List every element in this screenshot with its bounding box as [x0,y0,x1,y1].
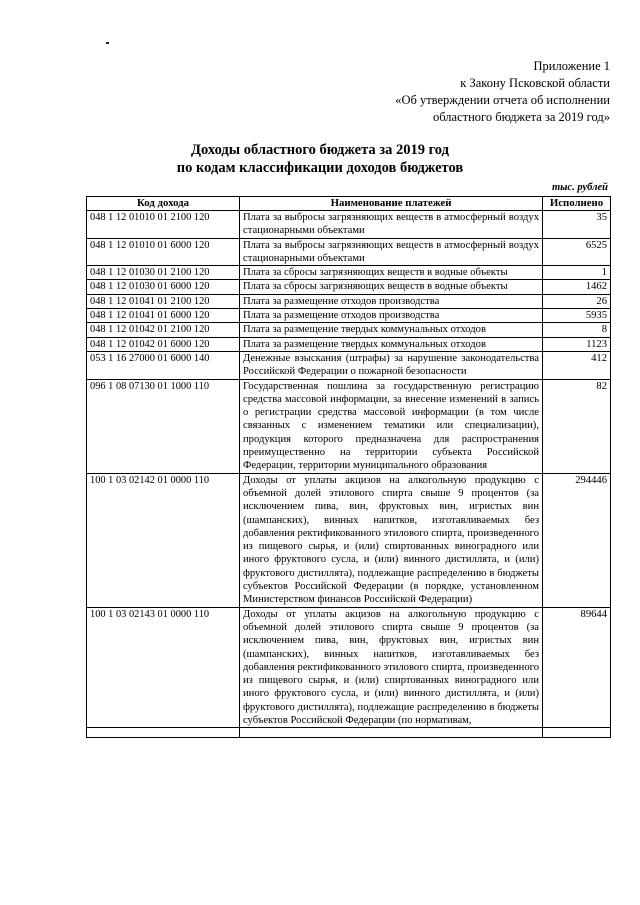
row-name: Плата за выбросы загрязняющих веществ в атмосферный воздух стационарными объектами [240,238,543,266]
row-code: 048 1 12 01030 01 6000 120 [87,280,240,294]
header-name: Наименование платежей [240,197,543,211]
table-row [87,294,611,308]
table-row [87,323,611,337]
row-value: 35 [543,211,611,239]
row-value: 412 [543,351,611,379]
appendix-header [310,58,610,126]
table-row [87,280,611,294]
table-row [87,309,611,323]
header-code: Код дохода [87,197,240,211]
document-title [0,141,640,177]
row-name: Плата за размещение отходов производства [240,309,543,323]
table-row [87,473,611,607]
row-value: 1462 [543,280,611,294]
table-row [87,337,611,351]
row-value: 6525 [543,238,611,266]
table-row [87,238,611,266]
table-row [87,351,611,379]
table-row [87,379,611,473]
row-value: 1123 [543,337,611,351]
table-row [87,607,611,728]
row-code: 048 1 12 01010 01 2100 120 [87,211,240,239]
row-value: 26 [543,294,611,308]
row-code: 048 1 12 01042 01 6000 120 [87,337,240,351]
appendix-line-2: к Закону Псковской области [460,76,610,90]
row-value: 8 [543,323,611,337]
row-name: Плата за размещение твердых коммунальных отходов [240,323,543,337]
appendix-line-1: Приложение 1 [533,59,610,73]
table-row-cut [87,728,611,738]
row-name: Государственная пошлина за государственную регистрацию средства массовой информации, за внесение изменений в запись о регистрации средства массовой информации (в том числе связанных с изменением тематики или специализации), продукция которого предназначена для распространения преимущественно на территории субъекта Российской Федерации, территории муниципального образования [240,379,543,473]
row-name: Плата за сбросы загрязняющих веществ в водные объекты [240,266,543,280]
row-name: Плата за размещение твердых коммунальных отходов [240,337,543,351]
table-row [87,266,611,280]
row-code: 100 1 03 02143 01 0000 110 [87,607,240,728]
row-code: 053 1 16 27000 01 6000 140 [87,351,240,379]
header-value: Исполнено [543,197,611,211]
row-name: Доходы от уплаты акцизов на алкогольную продукцию с объемной долей этилового спирта свыше 9 процентов (за исключением пива, вин, фруктовых вин, игристых вин (шампанских), винных напитков, изготавливаемых без добавления ректификованного этилового спирта, произведенного из пищевого сырья, и (или) спиртованных виноградного или иного фруктового сусла, и (или) винного дистиллята, и (или) фруктового дистиллята), подлежащие распределению в бюджеты субъектов Российской Федерации (по нормативам, [240,607,543,728]
row-name: Денежные взыскания (штрафы) за нарушение законодательства Российской Федерации о пожарной безопасности [240,351,543,379]
row-value: 294446 [543,473,611,607]
row-name: Доходы от уплаты акцизов на алкогольную продукцию с объемной долей этилового спирта свыше 9 процентов (за исключением пива, вин, фруктовых вин, игристых вин (шампанских), винных напитков, изготавливаемых без добавления ректификованного этилового спирта, произведенного из пищевого сырья, и (или) спиртованных виноградного или иного фруктового сусла, и (или) винного дистиллята, и (или) фруктового дистиллята), подлежащие распределению в бюджеты субъектов Российской Федерации (в порядке, установленном Министерством финансов Российской Федерации) [240,473,543,607]
row-cut-name [240,728,543,738]
row-code: 100 1 03 02142 01 0000 110 [87,473,240,607]
title-line-1: Доходы областного бюджета за 2019 год [191,142,449,158]
row-code: 048 1 12 01042 01 2100 120 [87,323,240,337]
row-cut-value [543,728,611,738]
row-cut-code [87,728,240,738]
row-code: 048 1 12 01041 01 2100 120 [87,294,240,308]
income-table [86,196,611,738]
row-name: Плата за размещение отходов производства [240,294,543,308]
appendix-line-4: областного бюджета за 2019 год» [432,110,610,124]
row-name: Плата за выбросы загрязняющих веществ в атмосферный воздух стационарными объектами [240,211,543,239]
unit-label: тыс. рублей [551,182,608,193]
row-code: 048 1 12 01010 01 6000 120 [87,238,240,266]
row-code: 048 1 12 01030 01 2100 120 [87,266,240,280]
row-name: Плата за сбросы загрязняющих веществ в водные объекты [240,280,543,294]
scan-speck [106,42,109,44]
row-code: 096 1 08 07130 01 1000 110 [87,379,240,473]
row-value: 89644 [543,607,611,728]
table-row [87,211,611,239]
appendix-line-3: «Об утверждении отчета об исполнении [395,93,610,107]
row-value: 82 [543,379,611,473]
title-line-2: по кодам классификации доходов бюджетов [176,160,464,176]
table-header-row [87,197,611,211]
row-value: 1 [543,266,611,280]
row-code: 048 1 12 01041 01 6000 120 [87,309,240,323]
row-value: 5935 [543,309,611,323]
